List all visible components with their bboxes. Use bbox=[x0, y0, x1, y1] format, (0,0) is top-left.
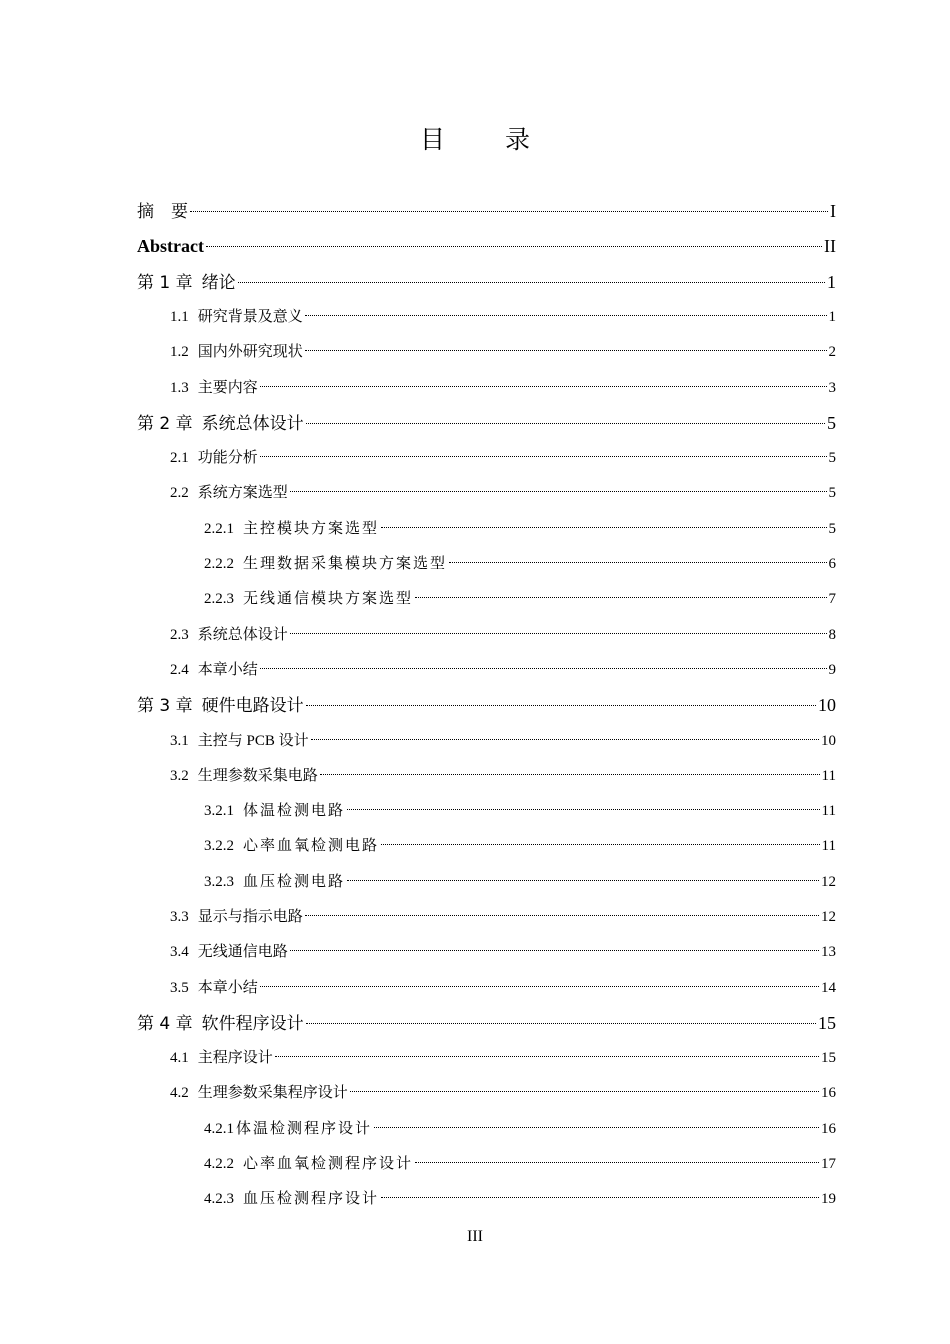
dot-leader bbox=[275, 1056, 819, 1057]
toc-entry[interactable] bbox=[170, 478, 836, 508]
toc-entry-label: 研究背景及意义 bbox=[197, 309, 303, 325]
toc-entry-page: 14 bbox=[821, 980, 836, 996]
toc-entry-number: 3.4 bbox=[170, 944, 189, 960]
toc-entry-number: 1.2 bbox=[170, 344, 189, 360]
toc-entry[interactable] bbox=[170, 902, 836, 932]
toc-entry-page: 12 bbox=[821, 874, 836, 890]
dot-leader bbox=[350, 1091, 819, 1092]
toc-entry-number: 4.2.1 bbox=[204, 1121, 234, 1137]
toc-entry-label: 体温检测程序设计 bbox=[236, 1121, 373, 1137]
toc-entry-number: 2.4 bbox=[170, 662, 189, 678]
toc-entry-label: 本章小结 bbox=[197, 662, 258, 678]
toc-entry-label: 生理参数采集电路 bbox=[197, 768, 318, 784]
toc-entry[interactable] bbox=[137, 1008, 836, 1038]
dot-leader bbox=[306, 705, 816, 706]
toc-entry[interactable] bbox=[137, 690, 836, 720]
toc-entry-label: 无线通信模块方案选型 bbox=[243, 591, 414, 607]
toc-entry-page: 1 bbox=[827, 272, 836, 292]
toc-entry-label: 主程序设计 bbox=[197, 1050, 273, 1066]
dot-leader bbox=[305, 315, 827, 316]
toc-entry[interactable] bbox=[170, 373, 836, 403]
toc-entry-page: 10 bbox=[821, 733, 836, 749]
toc-entry-number: 4.2.3 bbox=[204, 1191, 234, 1207]
toc-entry-page: 10 bbox=[818, 695, 836, 715]
toc-entry[interactable] bbox=[170, 655, 836, 685]
toc-entry-label: 心率血氧检测电路 bbox=[243, 838, 380, 854]
toc-entry-page: 15 bbox=[818, 1013, 836, 1033]
toc-entry-page: 19 bbox=[821, 1191, 836, 1207]
toc-entry-label: 显示与指示电路 bbox=[197, 909, 303, 925]
toc-entry-label: 无线通信电路 bbox=[197, 944, 288, 960]
toc-entry[interactable] bbox=[170, 443, 836, 473]
toc-entry-number: 第 4 章 bbox=[137, 1014, 193, 1034]
toc-entry[interactable] bbox=[170, 1078, 836, 1108]
toc-entry[interactable] bbox=[204, 867, 836, 897]
toc-entry[interactable] bbox=[204, 1184, 836, 1214]
toc-entry-page: I bbox=[830, 201, 836, 221]
toc-entry-page: 5 bbox=[827, 413, 836, 433]
toc-entry-number: 2.2.3 bbox=[204, 591, 234, 607]
toc-entry[interactable] bbox=[204, 584, 836, 614]
toc-entry-page: 6 bbox=[828, 556, 836, 572]
dot-leader bbox=[305, 350, 827, 351]
toc-entry-number: 3.2.3 bbox=[204, 874, 234, 890]
toc-entry[interactable] bbox=[204, 1114, 836, 1144]
dot-leader bbox=[449, 562, 826, 563]
toc-entry-page: 2 bbox=[828, 344, 836, 360]
dot-leader bbox=[347, 880, 819, 881]
toc-entry-number: 3.2.1 bbox=[204, 803, 234, 819]
toc-entry-page: 7 bbox=[828, 591, 836, 607]
toc-entry-label: 绪论 bbox=[201, 273, 236, 293]
toc-entry-label: 主控与 PCB 设计 bbox=[197, 733, 309, 749]
dot-leader bbox=[290, 491, 827, 492]
toc-entry-number: 4.2 bbox=[170, 1085, 189, 1101]
toc-entry-page: 5 bbox=[828, 450, 836, 466]
toc-entry[interactable] bbox=[137, 196, 836, 226]
toc-entry-page: 9 bbox=[828, 662, 836, 678]
toc-entry-number: 3.2.2 bbox=[204, 838, 234, 854]
toc-entry[interactable] bbox=[170, 973, 836, 1003]
toc-entry-page: II bbox=[824, 236, 836, 256]
toc-entry-label: 功能分析 bbox=[197, 450, 258, 466]
toc-entry-number: 3.5 bbox=[170, 980, 189, 996]
toc-entry-number: 1.3 bbox=[170, 380, 189, 396]
toc-entry-number: 第 2 章 bbox=[137, 414, 193, 434]
dot-leader bbox=[260, 456, 827, 457]
toc-entry[interactable] bbox=[170, 726, 836, 756]
toc-entry-page: 3 bbox=[828, 380, 836, 396]
dot-leader bbox=[260, 386, 827, 387]
toc-entry-page: 11 bbox=[821, 838, 836, 854]
toc-entry[interactable] bbox=[170, 337, 836, 367]
toc-entry-label: 生理参数采集程序设计 bbox=[197, 1085, 348, 1101]
toc-entry-page: 16 bbox=[821, 1121, 836, 1137]
toc-entry-label: 国内外研究现状 bbox=[197, 344, 303, 360]
toc-entry-label: 体温检测电路 bbox=[243, 803, 346, 819]
toc-entry-page: 17 bbox=[821, 1156, 836, 1172]
toc-entry-label: 硬件电路设计 bbox=[201, 696, 304, 716]
toc-entry-number: 3.2 bbox=[170, 768, 189, 784]
dot-leader bbox=[320, 774, 820, 775]
toc-entry-label: 主要内容 bbox=[197, 380, 258, 396]
toc-entry[interactable] bbox=[137, 267, 836, 297]
dot-leader bbox=[305, 915, 819, 916]
toc-entry-page: 1 bbox=[828, 309, 836, 325]
toc-entry-number: 2.3 bbox=[170, 627, 189, 643]
dot-leader bbox=[381, 844, 820, 845]
toc-entry-number: 2.1 bbox=[170, 450, 189, 466]
toc-entry[interactable] bbox=[170, 761, 836, 791]
toc-entry-label: 系统总体设计 bbox=[197, 627, 288, 643]
toc-entry-number: 2.2.1 bbox=[204, 521, 234, 537]
dot-leader bbox=[381, 1197, 819, 1198]
dot-leader bbox=[290, 633, 827, 634]
toc-entry-number: 3.1 bbox=[170, 733, 189, 749]
dot-leader bbox=[347, 809, 820, 810]
toc-entry-label: 血压检测电路 bbox=[243, 874, 346, 890]
toc-entry-page: 5 bbox=[828, 485, 836, 501]
dot-leader bbox=[306, 423, 825, 424]
toc-entry-number: 2.2.2 bbox=[204, 556, 234, 572]
toc-entry[interactable] bbox=[137, 408, 836, 438]
toc-entry-page: 13 bbox=[821, 944, 836, 960]
toc-entry-page: 11 bbox=[821, 768, 836, 784]
toc-entry[interactable] bbox=[204, 514, 836, 544]
dot-leader bbox=[238, 282, 825, 283]
toc-entry-label: 软件程序设计 bbox=[201, 1014, 304, 1034]
toc-entry[interactable] bbox=[137, 231, 836, 261]
toc-entry-label: 血压检测程序设计 bbox=[243, 1191, 380, 1207]
toc-entry-label: Abstract bbox=[137, 236, 204, 256]
page-number: III bbox=[467, 1228, 483, 1245]
toc-entry[interactable] bbox=[204, 831, 836, 861]
toc-entry[interactable] bbox=[170, 302, 836, 332]
dot-leader bbox=[260, 668, 827, 669]
toc-entry-label: 摘 要 bbox=[137, 202, 188, 222]
toc-entry-label: 生理数据采集模块方案选型 bbox=[243, 556, 448, 572]
dot-leader bbox=[415, 597, 826, 598]
toc-entry-number: 4.1 bbox=[170, 1050, 189, 1066]
toc-entry[interactable] bbox=[204, 549, 836, 579]
toc-entry-page: 16 bbox=[821, 1085, 836, 1101]
toc-entry-number: 3.3 bbox=[170, 909, 189, 925]
page-title: 目 录 bbox=[420, 125, 556, 154]
toc-entry[interactable] bbox=[170, 937, 836, 967]
dot-leader bbox=[381, 527, 826, 528]
toc-entry-label: 系统方案选型 bbox=[197, 485, 288, 501]
dot-leader bbox=[260, 986, 819, 987]
toc-entry[interactable] bbox=[204, 1149, 836, 1179]
toc-entry[interactable] bbox=[170, 620, 836, 650]
toc-entry-number: 1.1 bbox=[170, 309, 189, 325]
toc-entry-number: 第 1 章 bbox=[137, 273, 193, 293]
toc-entry-label: 主控模块方案选型 bbox=[243, 521, 380, 537]
toc-entry-page: 12 bbox=[821, 909, 836, 925]
dot-leader bbox=[415, 1162, 819, 1163]
toc-entry-page: 15 bbox=[821, 1050, 836, 1066]
dot-leader bbox=[306, 1023, 816, 1024]
dot-leader bbox=[206, 246, 822, 247]
toc-entry-number: 4.2.2 bbox=[204, 1156, 234, 1172]
toc-entry-page: 11 bbox=[821, 803, 836, 819]
dot-leader bbox=[290, 950, 819, 951]
dot-leader bbox=[311, 739, 819, 740]
dot-leader bbox=[190, 211, 828, 212]
toc-entry-label: 系统总体设计 bbox=[201, 414, 304, 434]
toc-entry-page: 8 bbox=[828, 627, 836, 643]
toc-entry[interactable] bbox=[204, 796, 836, 826]
toc-entry[interactable] bbox=[170, 1043, 836, 1073]
toc-entry-number: 第 3 章 bbox=[137, 696, 193, 716]
toc-entry-page: 5 bbox=[828, 521, 836, 537]
toc-entry-label: 本章小结 bbox=[197, 980, 258, 996]
toc-entry-label: 心率血氧检测程序设计 bbox=[243, 1156, 414, 1172]
toc-entry-number: 2.2 bbox=[170, 485, 189, 501]
dot-leader bbox=[374, 1127, 819, 1128]
